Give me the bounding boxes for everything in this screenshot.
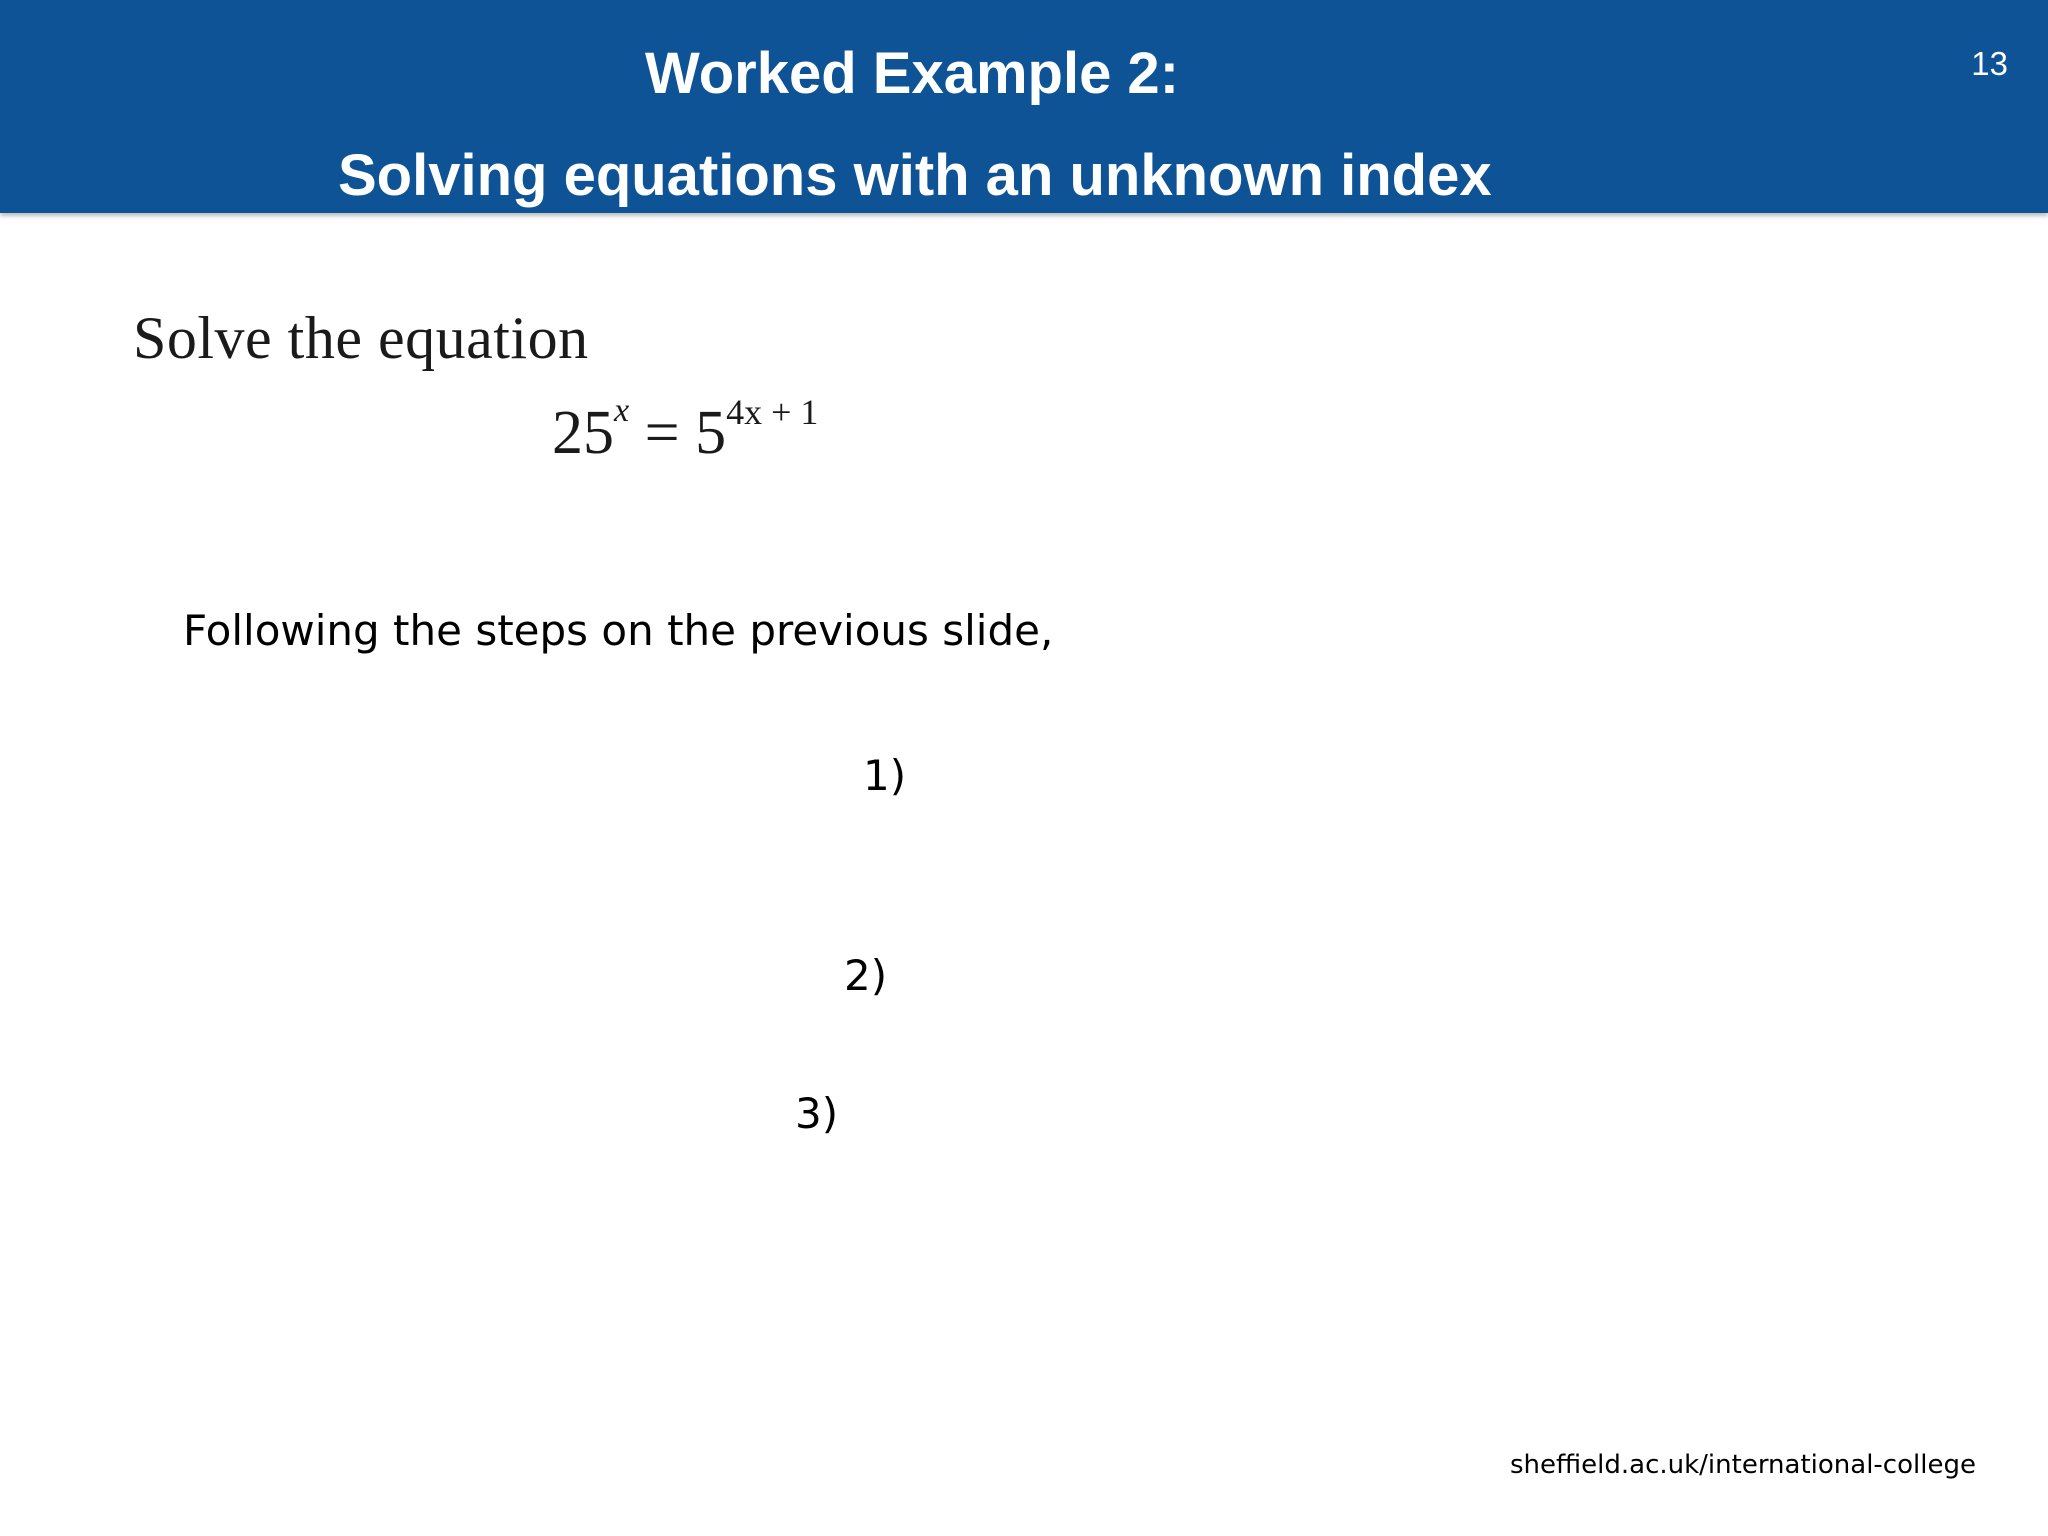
step-1-label: 1) <box>863 751 907 800</box>
equation-lhs-exponent: x <box>614 392 630 429</box>
equation-rhs-exponent: 4x + 1 <box>726 392 819 432</box>
slide-title-line-1: Worked Example 2: <box>645 41 1180 106</box>
equation-lhs-base: 25 <box>552 399 614 467</box>
slide-header <box>0 0 2048 213</box>
slide-number: 13 <box>1971 45 2008 82</box>
equation-equals: = <box>644 399 680 467</box>
footer-url: sheffield.ac.uk/international-college <box>1510 1450 1976 1480</box>
step-3-label: 3) <box>795 1089 839 1138</box>
step-2-label: 2) <box>844 951 888 1000</box>
instruction-text: Solve the equation <box>133 305 589 371</box>
slide-title-line-2: Solving equations with an unknown index <box>338 143 1492 208</box>
equation <box>552 392 819 467</box>
lead-in-text: Following the steps on the previous slide, <box>183 606 1054 655</box>
equation-rhs-base: 5 <box>695 399 727 467</box>
